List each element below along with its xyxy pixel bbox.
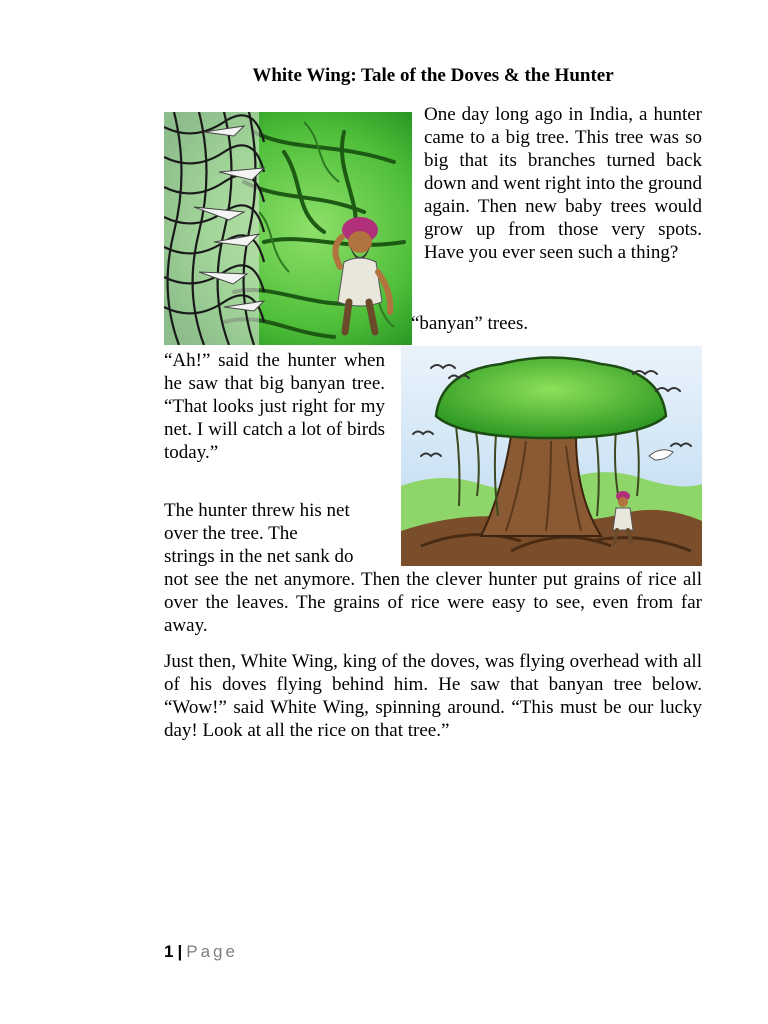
paragraph-net-continued: not see the net anymore. Then the clever hunter put grains of rice all over the leaves. The grains of rice were easy to see, even from far away. — [164, 569, 702, 636]
paragraph-net-line-3: strings in the net sank do — [164, 546, 354, 567]
page-word: Page — [186, 942, 238, 961]
paragraph-intro: One day long ago in India, a hunter came to a big tree. This tree was so big that its branches turned back down and went right into the ground again. Then new baby trees would grow up from those very spots. Have you ever seen such a thing? — [424, 104, 702, 263]
paragraph-white-wing: Just then, White Wing, king of the doves, was flying overhead with all of his doves flying behind him. He saw that banyan tree below. “Wow!” said White Wing, spinning around. “This must be our lucky day! Look at all the rice on that tree.” — [164, 651, 702, 741]
footer-separator: | — [177, 942, 183, 961]
page-number: 1 — [164, 942, 174, 961]
paragraph-hunter-speaks: “Ah!” said the hunter when he saw that big banyan tree. “That looks just right for my net. I will catch a lot of birds today.” — [164, 350, 385, 463]
hunter-looking-up-illustration — [164, 112, 412, 345]
page-footer — [164, 941, 238, 963]
banyan-trees-line: “banyan” trees. — [411, 313, 529, 334]
paragraph-net-line-2: over the tree. The — [164, 523, 298, 544]
page-title: White Wing: Tale of the Doves & the Hunter — [252, 65, 614, 86]
banyan-tree-illustration — [401, 346, 702, 566]
paragraph-net-line-1: The hunter threw his net — [164, 500, 350, 521]
